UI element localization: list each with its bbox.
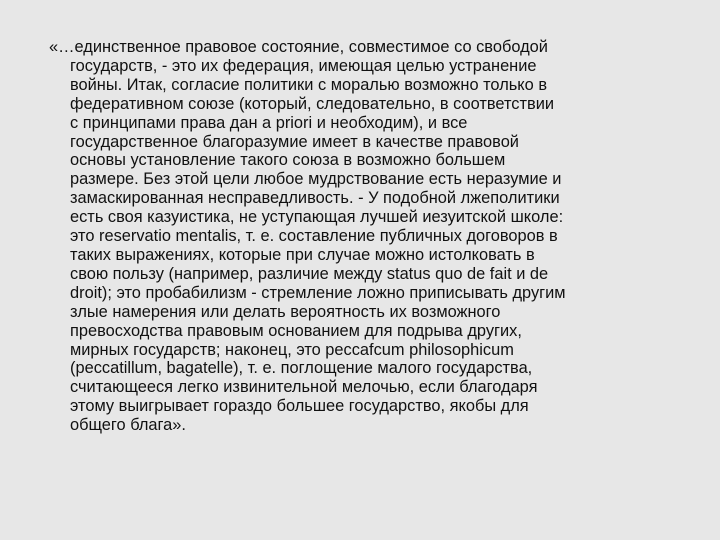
quote-line: свою пользу (например, различие между status quo de fait и de [70,264,549,283]
quote-line: droit); это пробабилизм - стремление ложно приписывать другим [70,283,566,302]
quote-line: этому выигрывает гораздо большее государство, якобы для [70,397,529,416]
quote-line: мирных государств; наконец, это peccafcum philosophicum [70,340,514,359]
quote-line: войны. Итак, согласие политики с моралью возможно только в [70,75,548,94]
quote-line: (peccatillum, bagatelle), т. е. поглощение малого государства, [70,359,533,378]
quote-line: федеративном союзе (который, следовательно, в соответствии [70,94,555,113]
quote-line: основы установление такого союза в возможно большем [70,151,506,170]
quote-line: таких выражениях, которые при случае можно истолковать в [70,245,535,264]
quote-line: злые намерения или делать вероятность их возможного [70,302,501,321]
quote-line: есть своя казуистика, не уступающая лучшей иезуитской школе: [70,208,564,227]
quote-line: считающееся легко извинительной мелочью, если благодаря [70,378,538,397]
quote-line: превосходства правовым основанием для подрыва других, [70,321,522,340]
quote-line: «…единственное правовое состояние, совместимое со свободой [49,38,548,56]
quote-line: общего блага». [70,416,186,435]
quote-line: с принципами права дан а priori и необходим), и все [70,113,468,132]
quote-line: государственное благоразумие имеет в качестве правовой [70,132,519,151]
quote-paragraph [49,38,689,435]
quote-line: это reservatio mentalis, т. е. составление публичных договоров в [70,227,558,246]
quote-line: размере. Без этой цели любое мудрствование есть неразумие и [70,170,562,189]
quote-line: государств, - это их федерация, имеющая целью устранение [70,56,537,75]
quote-line: замаскированная несправедливость. - У подобной лжеполитики [70,189,560,208]
